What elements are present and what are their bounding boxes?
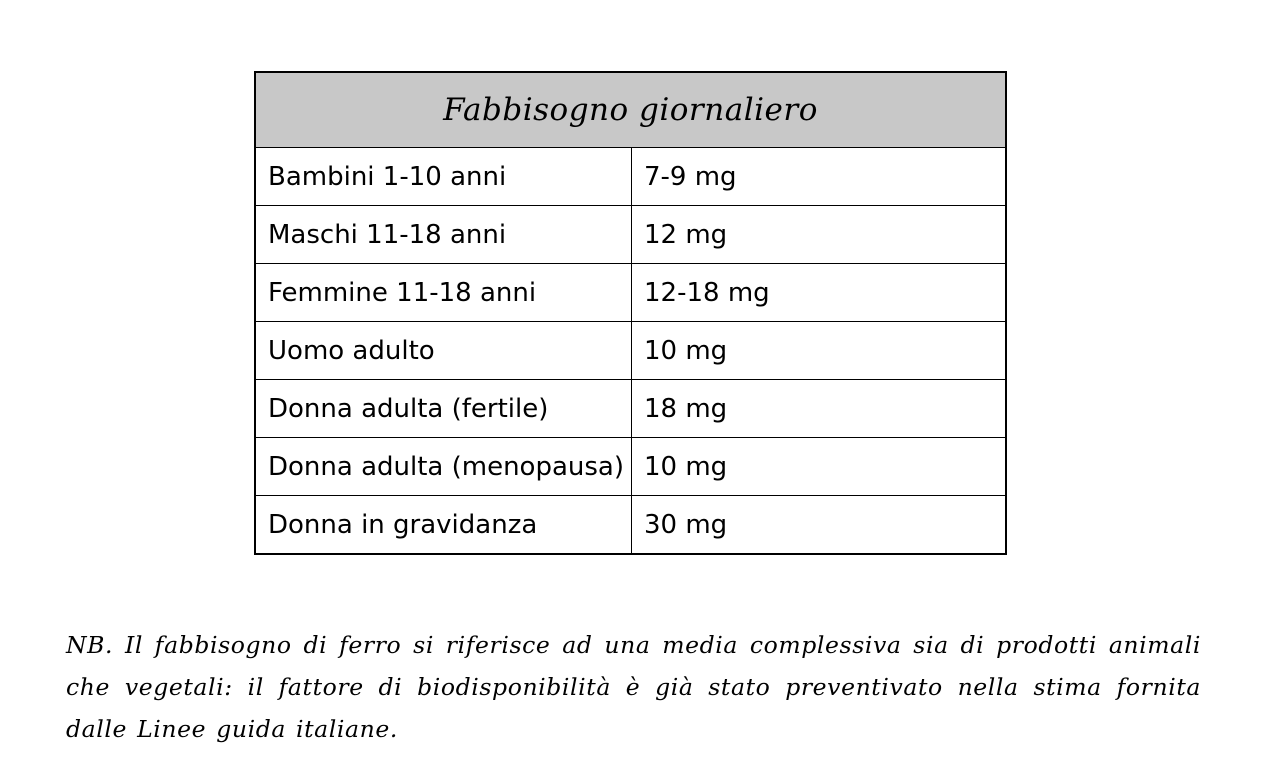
table-row [255, 206, 1006, 264]
row-group-cell: Uomo adulto [255, 322, 632, 380]
row-group-cell: Donna adulta (fertile) [255, 380, 632, 438]
table-title: Fabbisogno giornaliero [255, 72, 1006, 148]
row-value-cell: 18 mg [632, 380, 1007, 438]
row-value-cell: 30 mg [632, 496, 1007, 555]
row-group-cell: Bambini 1-10 anni [255, 148, 632, 206]
table-row [255, 380, 1006, 438]
footnote: NB. Il fabbisogno di ferro si riferisce ad una media complessiva sia di prodotti animali che vegetali: il fattore di biodisponibilità è già stato preventivato nella stima fornita dalle Linee guida italiane. [66, 630, 1201, 743]
row-value-cell: 10 mg [632, 438, 1007, 496]
row-group-cell: Maschi 11-18 anni [255, 206, 632, 264]
row-group-cell: Donna in gravidanza [255, 496, 632, 555]
row-group-cell: Femmine 11-18 anni [255, 264, 632, 322]
row-value-cell: 12-18 mg [632, 264, 1007, 322]
row-value-cell: 10 mg [632, 322, 1007, 380]
table-header-row [255, 72, 1006, 148]
daily-requirement-table [254, 71, 1007, 555]
table-row [255, 264, 1006, 322]
row-value-cell: 7-9 mg [632, 148, 1007, 206]
table-row [255, 496, 1006, 555]
table-row [255, 438, 1006, 496]
table-row [255, 322, 1006, 380]
row-value-cell: 12 mg [632, 206, 1007, 264]
table-row [255, 148, 1006, 206]
row-group-cell: Donna adulta (menopausa) [255, 438, 632, 496]
